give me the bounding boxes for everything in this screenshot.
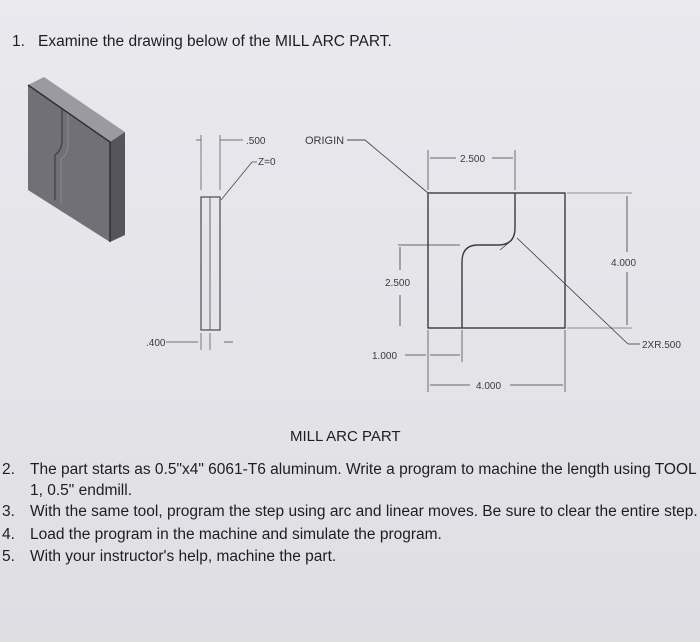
instruction-text: With your instructor's help, machine the part. [30, 548, 337, 565]
instruction-list [0, 460, 700, 570]
instruction-number: 5. [2, 548, 15, 565]
instruction-number: 3. [2, 503, 15, 520]
dim-radius: 2XR.500 [642, 340, 681, 351]
dim-top-width: 2.500 [460, 154, 486, 165]
question-1-text: Examine the drawing below of the MILL ARC PART. [38, 33, 392, 50]
question-1-number: 1. [12, 33, 25, 50]
instruction-number: 4. [2, 525, 15, 543]
instruction-item [0, 525, 700, 546]
drawing-caption: MILL ARC PART [290, 428, 401, 445]
side-view [166, 135, 257, 350]
instruction-item [0, 460, 700, 501]
dim-left-height: 2.500 [385, 278, 411, 289]
dim-bottom-offset: 1.000 [372, 351, 398, 362]
instruction-text: With the same tool, program the step using arc and linear moves. Be sure to clear the entire step. [30, 503, 698, 520]
dim-bottom-width: 4.000 [476, 381, 502, 392]
dim-side-bottom: .400 [146, 338, 166, 349]
origin-leader [347, 140, 428, 193]
dim-side-top: .500 [246, 136, 266, 147]
instruction-text: Load the program in the machine and simulate the program. [30, 525, 442, 543]
instruction-number: 2. [2, 461, 15, 478]
top-view [398, 150, 640, 392]
instruction-item [0, 502, 700, 523]
part-3d-render [28, 77, 125, 242]
dim-side-z: Z=0 [258, 157, 276, 168]
instruction-item [0, 547, 700, 568]
dim-right-height: 4.000 [611, 258, 637, 269]
instruction-text: The part starts as 0.5"x4" 6061-T6 aluminum. Write a program to machine the length using TOOL 1, 0.5" endmill. [30, 461, 697, 499]
origin-label: ORIGIN [305, 135, 345, 147]
